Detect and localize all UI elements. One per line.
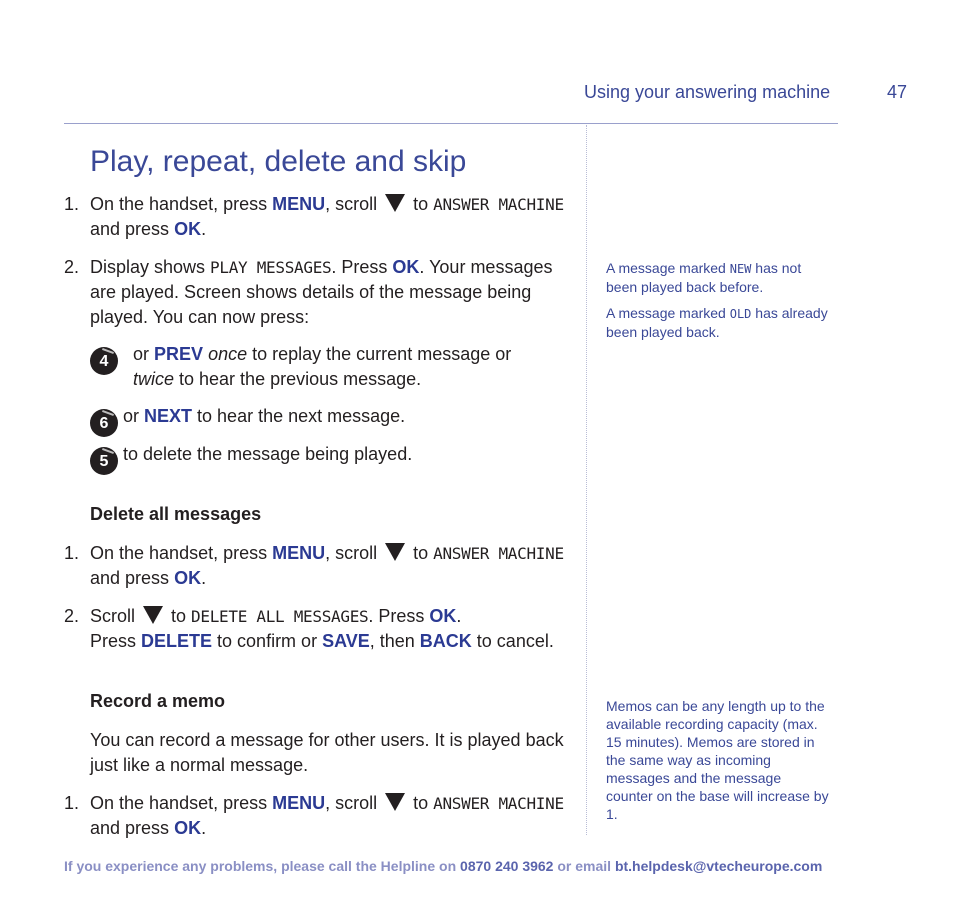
step-text: . Press (331, 257, 393, 277)
ok-key-label: OK (429, 606, 457, 626)
page-title: Play, repeat, delete and skip (90, 145, 467, 178)
step-text: , scroll (325, 793, 383, 813)
option-text: or (133, 344, 155, 364)
step-text: , scroll (325, 194, 383, 214)
sidenote-text: has not been played back before. (606, 260, 802, 295)
sidenote-old (606, 304, 831, 341)
step-text: . (201, 219, 207, 239)
delete-key-label: DELETE (141, 631, 213, 651)
key-option-next (90, 404, 570, 437)
display-text: DELETE ALL MESSAGES (191, 607, 369, 626)
option-text: to delete the message being played. (118, 444, 413, 464)
prev-key-label: PREV (154, 344, 204, 364)
record-memo-heading: Record a memo (90, 691, 226, 711)
delete-all-heading: Delete all messages (90, 504, 262, 524)
step-text: . (456, 606, 462, 626)
step-text: Scroll (90, 606, 141, 626)
key-option-prev (90, 342, 570, 389)
sidenote-text: A message marked (606, 260, 730, 276)
helpdesk-email: bt.helpdesk@vtecheurope.com (614, 858, 823, 874)
delete-step-1 (64, 541, 574, 591)
play-step-1 (64, 192, 574, 242)
step-text: and press (90, 818, 175, 838)
key-4-icon: 4 (90, 347, 118, 375)
ok-key-label: OK (392, 257, 420, 277)
scroll-down-icon (385, 194, 405, 212)
step-text: On the handset, press (90, 194, 273, 214)
memo-intro (64, 728, 574, 778)
step-text: to cancel. (471, 631, 554, 651)
option-text: to hear the previous message. (174, 369, 422, 389)
step-text: . Press (368, 606, 430, 626)
menu-key-label: MENU (272, 543, 326, 563)
display-text: ANSWER MACHINE (433, 794, 564, 813)
key-6-icon: 6 (90, 409, 118, 437)
ok-key-label: OK (174, 219, 202, 239)
scroll-down-icon (143, 606, 163, 624)
option-text: twice (133, 369, 175, 389)
step-text: to (166, 606, 192, 626)
step-text: to (408, 793, 434, 813)
option-text: to replay the current message or (247, 344, 512, 364)
footer-text: If you experience any problems, please call the Helpline on (64, 858, 461, 874)
step-text: . (201, 568, 207, 588)
step-number: 1. (64, 543, 80, 563)
step-text: On the handset, press (90, 793, 273, 813)
option-text: once (208, 344, 248, 364)
option-text: to hear the next message. (192, 406, 406, 426)
step-number: 1. (64, 793, 80, 813)
sidenote-memo (606, 697, 831, 823)
step-number: 2. (64, 257, 80, 277)
helpline-phone: 0870 240 3962 (460, 858, 554, 874)
key-5-icon: 5 (90, 447, 118, 475)
scroll-down-icon (385, 793, 405, 811)
ok-key-label: OK (174, 818, 202, 838)
display-text: PLAY MESSAGES (210, 258, 332, 277)
step-text: On the handset, press (90, 543, 273, 563)
sidenote-new (606, 259, 831, 296)
page-number: 47 (887, 82, 908, 102)
step-number: 1. (64, 194, 80, 214)
step-number: 2. (64, 606, 80, 626)
delete-step-2 (64, 604, 574, 654)
key-option-delete (90, 442, 570, 475)
column-divider (586, 125, 587, 835)
display-text: OLD (729, 307, 752, 321)
display-text: NEW (729, 262, 752, 276)
helpline-footer (64, 858, 822, 874)
step-text: Press (90, 631, 142, 651)
memo-intro-text: You can record a message for other users. It is played back just like a normal message. (90, 730, 564, 775)
sidenote-text: A message marked (606, 305, 730, 321)
sidenote-text: Memos can be any length up to the available recording capacity (max. 15 minutes). Memos are stored in the same way as incoming messages and the message counter on the base will increase by 1. (606, 698, 829, 822)
display-text: ANSWER MACHINE (433, 544, 564, 563)
step-text: , scroll (325, 543, 383, 563)
step-text: . (201, 818, 207, 838)
step-text: to (408, 194, 434, 214)
back-key-label: BACK (419, 631, 472, 651)
menu-key-label: MENU (272, 194, 326, 214)
running-header-title: Using your answering machine (584, 82, 831, 102)
step-text: to (408, 543, 434, 563)
menu-key-label: MENU (272, 793, 326, 813)
footer-text: or email (553, 858, 615, 874)
next-key-label: NEXT (144, 406, 193, 426)
step-text: to confirm or (212, 631, 323, 651)
ok-key-label: OK (174, 568, 202, 588)
step-text: , then (369, 631, 420, 651)
sidenote-text: has already been played back. (606, 305, 828, 340)
option-text: or (118, 406, 145, 426)
scroll-down-icon (385, 543, 405, 561)
play-step-2 (64, 255, 574, 330)
header-rule (64, 123, 838, 124)
display-text: ANSWER MACHINE (433, 195, 564, 214)
step-text: and press (90, 568, 175, 588)
step-text: Display shows (90, 257, 211, 277)
memo-step-1 (64, 791, 574, 841)
step-text: . Your messages are played. Screen shows details of the message being played. You can now press: (90, 257, 553, 327)
step-text: and press (90, 219, 175, 239)
save-key-label: SAVE (322, 631, 370, 651)
